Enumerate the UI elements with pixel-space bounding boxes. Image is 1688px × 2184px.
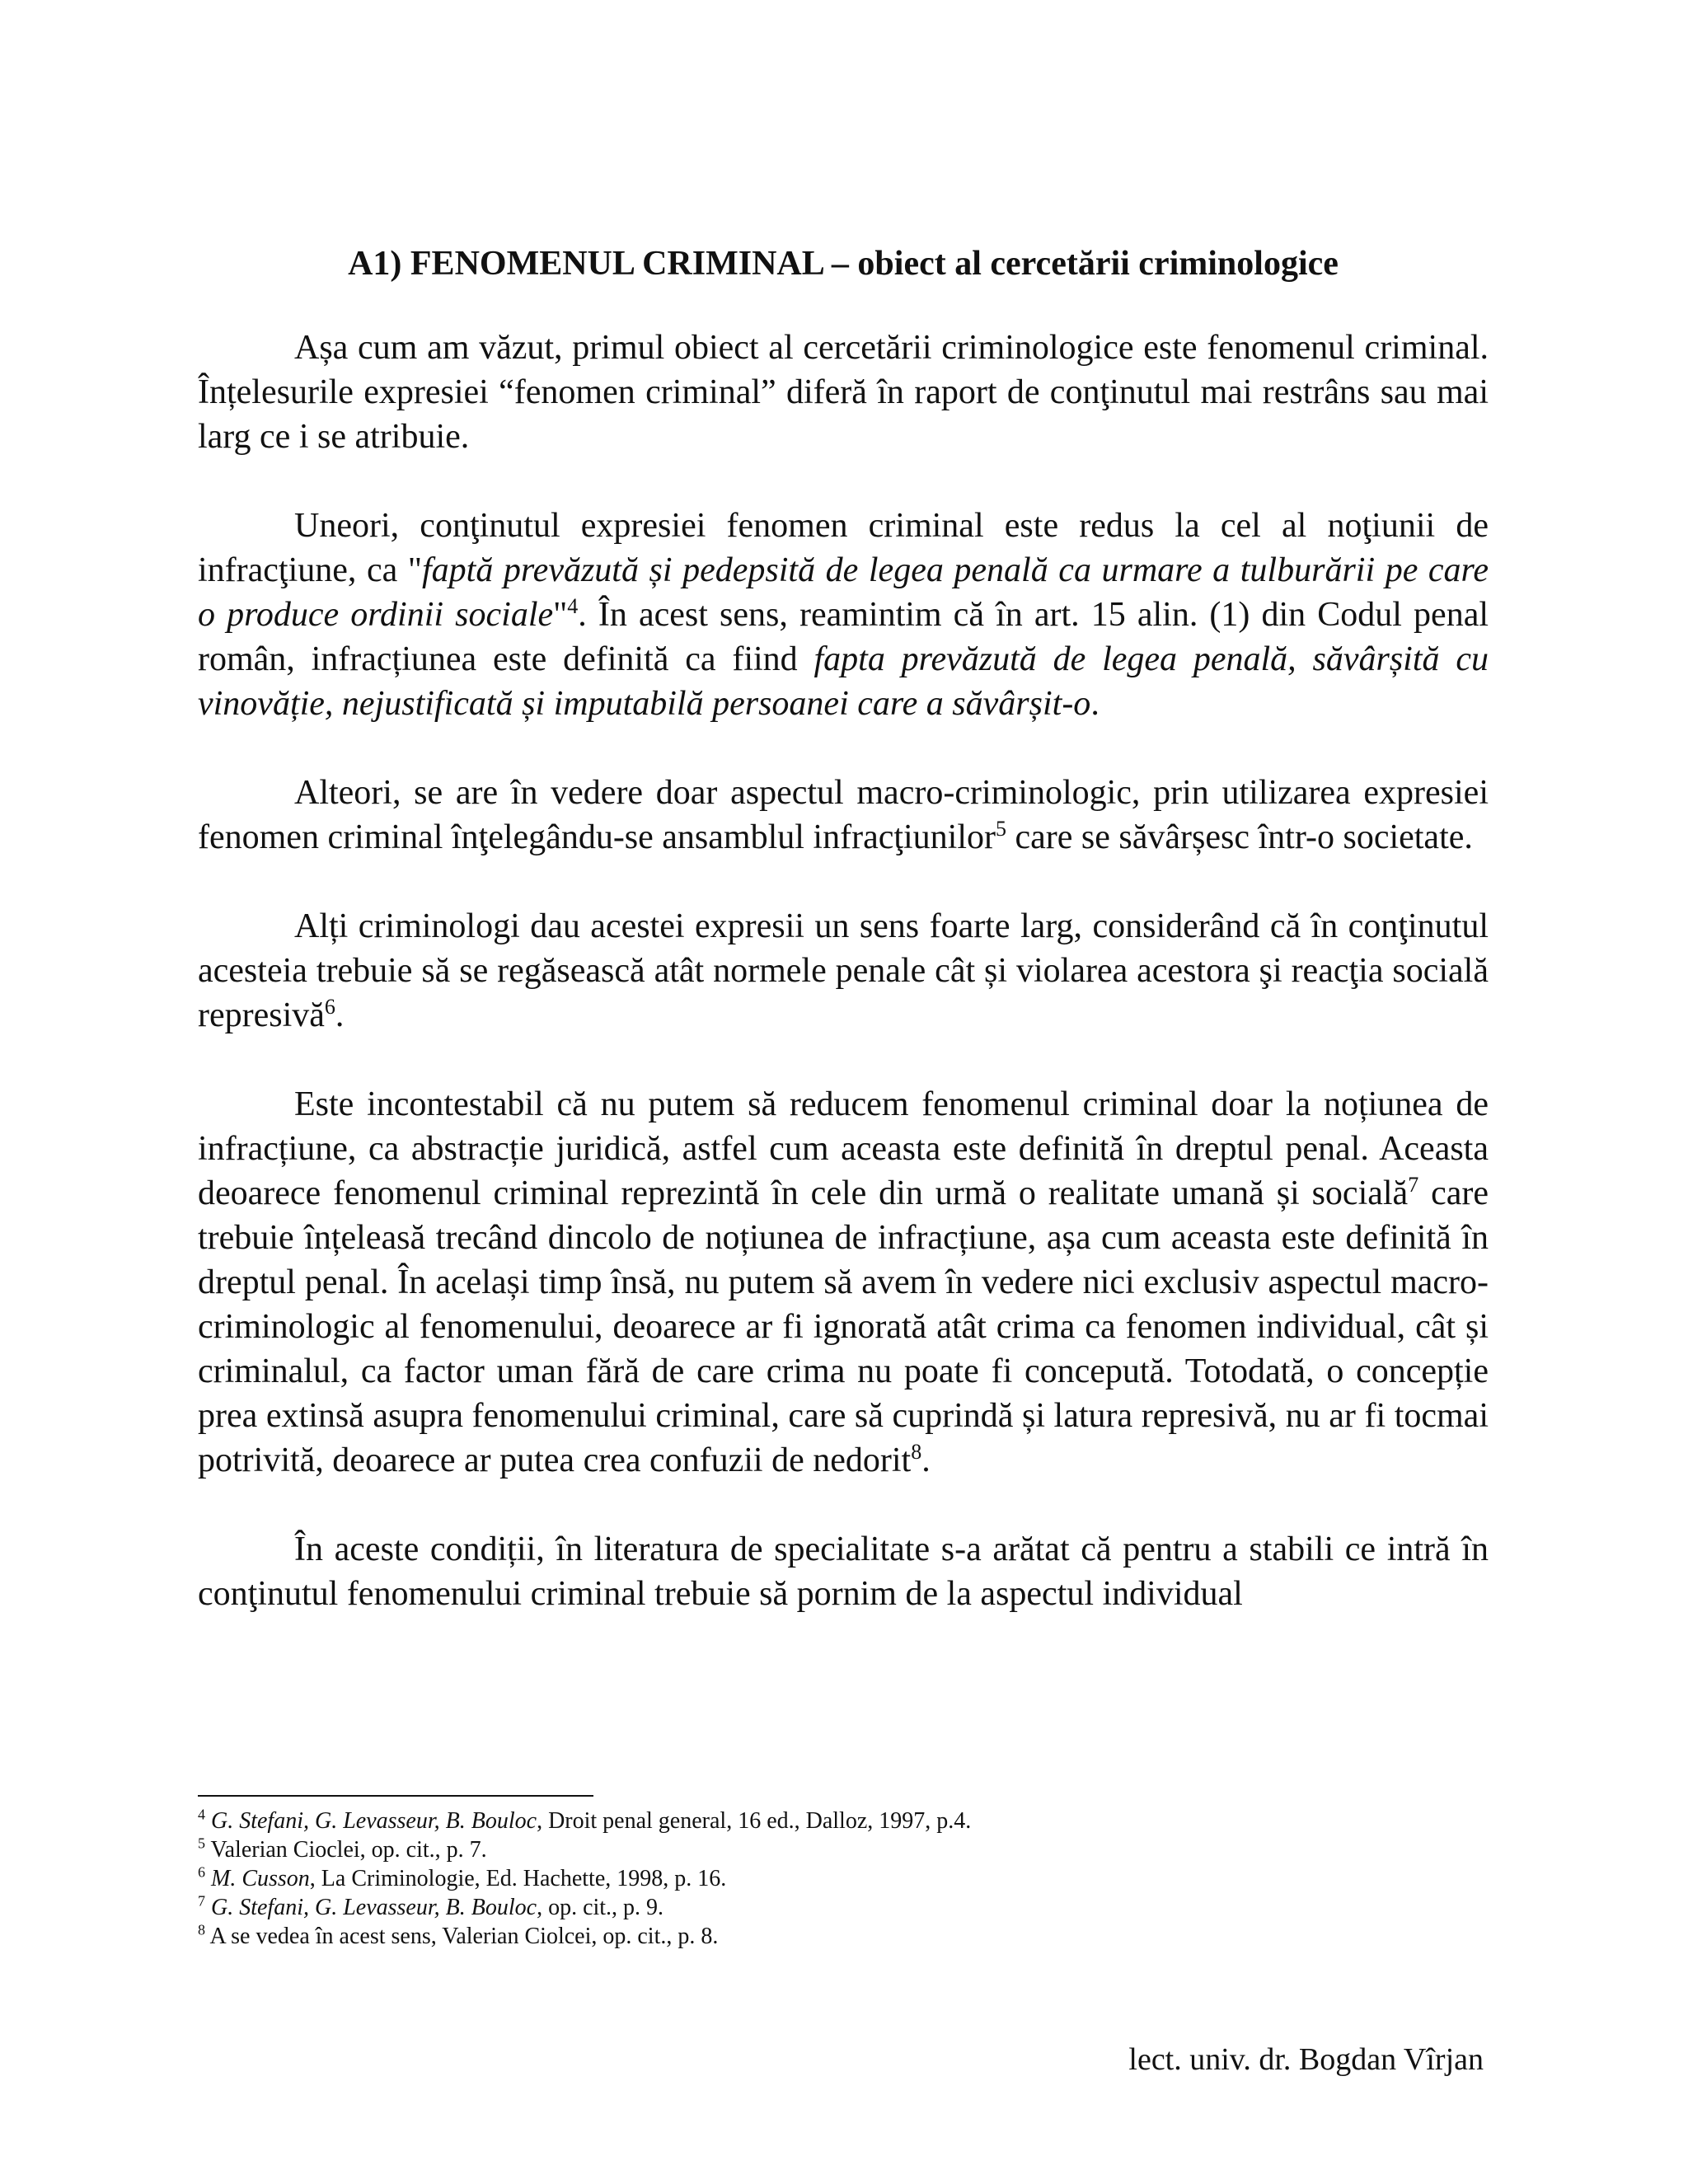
- section-title: A1) FENOMENUL CRIMINAL – obiect al cercetării criminologice: [348, 245, 1339, 283]
- footnote-authors: G. Stefani, G. Levasseur, B. Bouloc: [211, 1895, 537, 1920]
- paragraph-2-quote: faptă prevăzută și pedepsită de legea penală ca urmare a tulburării pe care o produce ordinii sociale: [198, 551, 1489, 634]
- paragraph-4-text: Alți criminologi dau acestei expresii un sens foarte larg, considerând că în conţinutul acesteia trebuie să se regăsească atât normele penale cât și violarea acestora şi reacţia socială represivă: [198, 907, 1489, 1034]
- footnote-ref-4[interactable]: 4: [567, 594, 579, 618]
- footnote-text: Valerian Cioclei, op. cit., p. 7.: [210, 1837, 487, 1863]
- body-text-top: [198, 326, 1489, 1616]
- paragraph-5-text: Este incontestabil că nu putem să reducem fenomenul criminal doar la noțiunea de infracțiune, ca abstracție juridică, astfel cum aceasta este definită în dreptul penal. Aceasta deoarece fenomenul criminal reprezintă în cele din urmă o realitate umană și socială: [198, 1085, 1489, 1212]
- footnote-5: [198, 1835, 1489, 1864]
- footnote-ref-7[interactable]: 7: [1408, 1173, 1419, 1197]
- paragraph-4: [198, 904, 1489, 1038]
- footnote-text: , La Criminologie, Ed. Hachette, 1998, p. 16.: [309, 1866, 727, 1891]
- paragraph-3: [198, 771, 1489, 860]
- paragraph-1: Așa cum am văzut, primul obiect al cercetării criminologice este fenomenul criminal. Înțelesurile expresiei “fenomen criminal” diferă în raport de conţinutul mai restrâns sau mai larg ce i se atribuie.: [198, 329, 1489, 456]
- paragraph-6: În aceste condiții, în literatura de specialitate s-a arătat că pentru a stabili ce intră în conţinutul fenomenului criminal trebuie să pornim de la aspectul individual: [198, 1530, 1489, 1613]
- paragraph-5-text: care trebuie înțeleasă trecând dincolo de noțiunea de infracțiune, așa cum aceasta este definită în dreptul penal. În același timp însă, nu putem să avem în vedere nici exclusiv aspectul macro-criminologic al fenomenului, deoarece ar fi ignorată atât crima ca fenomen individual, cât și criminalul, ca factor uman fără de care crima nu poate fi concepută. Totodată, o concepție prea extinsă asupra fenomenului criminal, care să cuprindă și latura represivă, nu ar fi tocmai potrivită, deoarece ar putea crea confuzii de nedorit: [198, 1174, 1489, 1479]
- footnote-number: 7: [198, 1892, 205, 1910]
- footnote-text: A se vedea în acest sens, Valerian Ciolcei, op. cit., p. 8.: [209, 1924, 719, 1949]
- footnote-number: 4: [198, 1806, 205, 1823]
- footnote-text: , op. cit., p. 9.: [537, 1895, 664, 1920]
- paragraph-2-text: ": [553, 596, 568, 634]
- paragraph-2-text: .: [1090, 685, 1100, 723]
- author-signature-line: lect. univ. dr. Bogdan Vîrjan: [1128, 2042, 1484, 2077]
- footnote-8: [198, 1922, 1489, 1951]
- footnote-7: [198, 1893, 1489, 1922]
- footnote-ref-5[interactable]: 5: [996, 817, 1007, 841]
- paragraph-5: [198, 1082, 1489, 1483]
- footnotes: [198, 1807, 1489, 1951]
- footnote-4: [198, 1807, 1489, 1835]
- paragraph-2-text: . În acest sens, reamintim că în art. 15 alin. (1) din Codul penal român, infracțiunea este definită ca fiind: [198, 596, 1489, 678]
- footnote-ref-6[interactable]: 6: [324, 995, 335, 1019]
- paragraph-2-text: Uneori, conţinutul expresiei fenomen criminal este redus la cel al noţiunii de infracţiune, ca ": [198, 507, 1489, 589]
- paragraph-2: [198, 504, 1489, 726]
- paragraph-3-text: Alteori, se are în vedere doar aspectul macro-criminologic, prin utilizarea expresiei fenomen criminal înţelegându-se ansamblul infracţiunilor: [198, 774, 1489, 856]
- footnote-ref-8[interactable]: 8: [911, 1440, 922, 1464]
- footnote-6: [198, 1864, 1489, 1893]
- footnote-authors: G. Stefani, G. Levasseur, B. Bouloc: [211, 1808, 537, 1834]
- footnote-separator: [198, 1795, 593, 1797]
- paragraph-2-definition: fapta prevăzută de legea penală, săvârșită cu vinovăție, nejustificată și imputabilă persoanei care a săvârșit-o: [198, 640, 1489, 723]
- footnote-number: 6: [198, 1863, 205, 1881]
- footnote-text: , Droit penal general, 16 ed., Dalloz, 1997, p.4.: [537, 1808, 972, 1834]
- footnote-number: 8: [198, 1921, 205, 1938]
- paragraph-5-text: .: [921, 1441, 931, 1479]
- paragraph-4-text: .: [335, 996, 345, 1034]
- paragraph-3-text: care se săvârșesc într-o societate.: [1006, 818, 1473, 856]
- footnote-authors: M. Cusson: [211, 1866, 310, 1891]
- footnote-number: 5: [198, 1835, 205, 1852]
